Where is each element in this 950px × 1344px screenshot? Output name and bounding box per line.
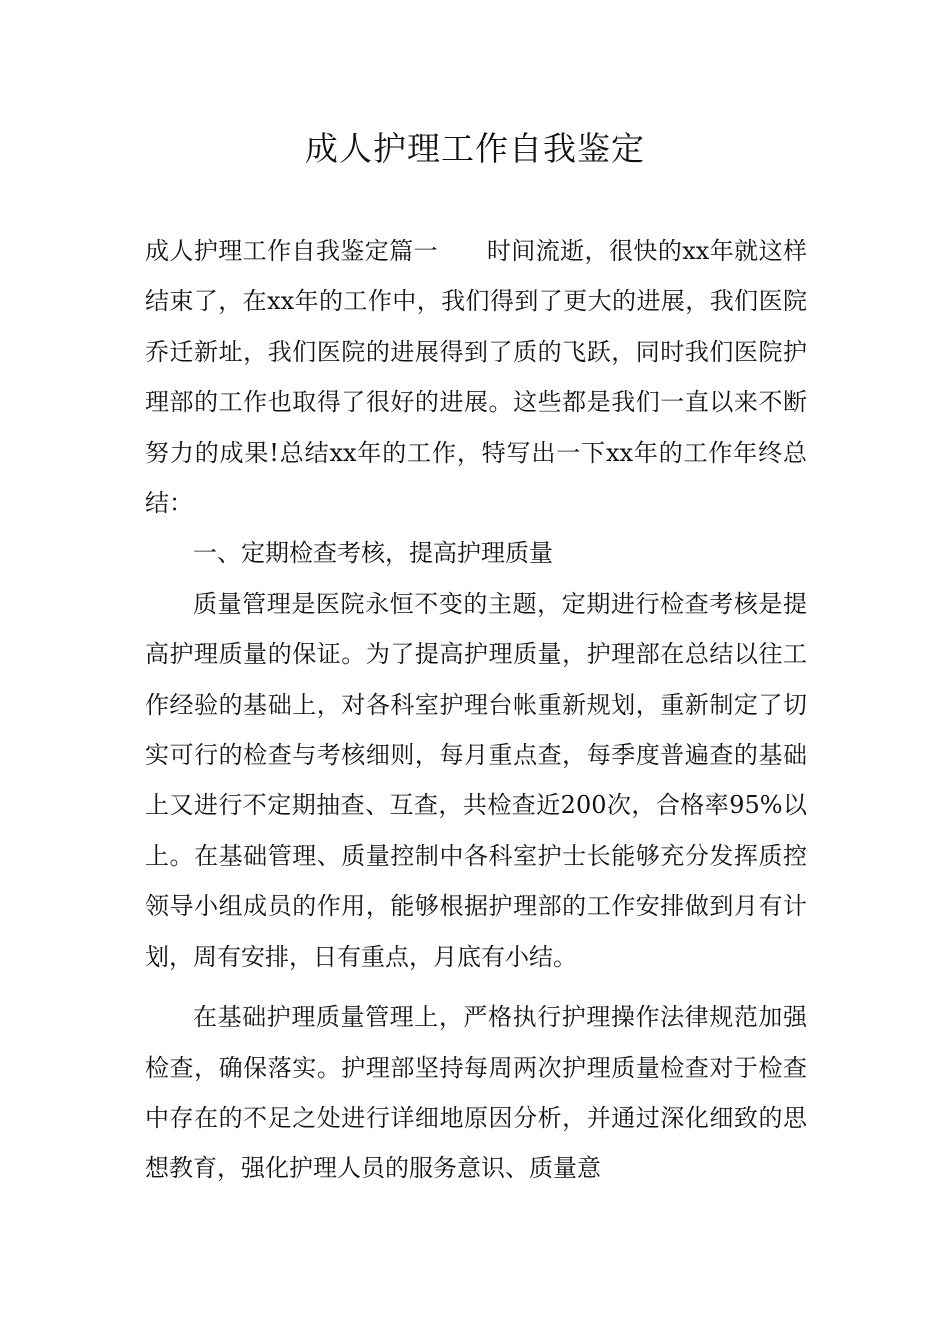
document-title: 成人护理工作自我鉴定 xyxy=(305,129,645,168)
paragraph-basic-nursing: 在基础护理质量管理上，严格执行护理操作法律规范加强检查，确保落实。护理部坚持每周两次护理质量检查对于检查中存在的不足之处进行详细地原因分析，并通过深化细致的思想教育，强化护理人员的服务意识、质量意 xyxy=(145,1003,807,1183)
section-heading-1: 一、定期检查考核，提高护理质量 xyxy=(193,539,553,568)
paragraph-intro: 成人护理工作自我鉴定篇一 时间流逝，很快的xx年就这样结束了，在xx年的工作中，我们得到了更大的进展，我们医院乔迁新址，我们医院的进展得到了质的飞跃，同时我们医院护理部的工作也取得了很好的进展。这些都是我们一直以来不断努力的成果!总结xx年的工作，特写出一下xx年的工作年终总结： xyxy=(145,237,807,518)
paragraph-quality-management: 质量管理是医院永恒不变的主题，定期进行检查考核是提高护理质量的保证。为了提高护理质量，护理部在总结以往工作经验的基础上，对各科室护理台帐重新规划，重新制定了切实可行的检查与考核细则，每月重点查，每季度普遍查的基础上又进行不定期抽查、互查，共检查近200次，合格率95%以上。在基础管理、质量控制中各科室护士长能够充分发挥质控领导小组成员的作用，能够根据护理部的工作安排做到月有计划，周有安排，日有重点，月底有小结。 xyxy=(145,589,807,971)
document-body xyxy=(145,226,807,1194)
